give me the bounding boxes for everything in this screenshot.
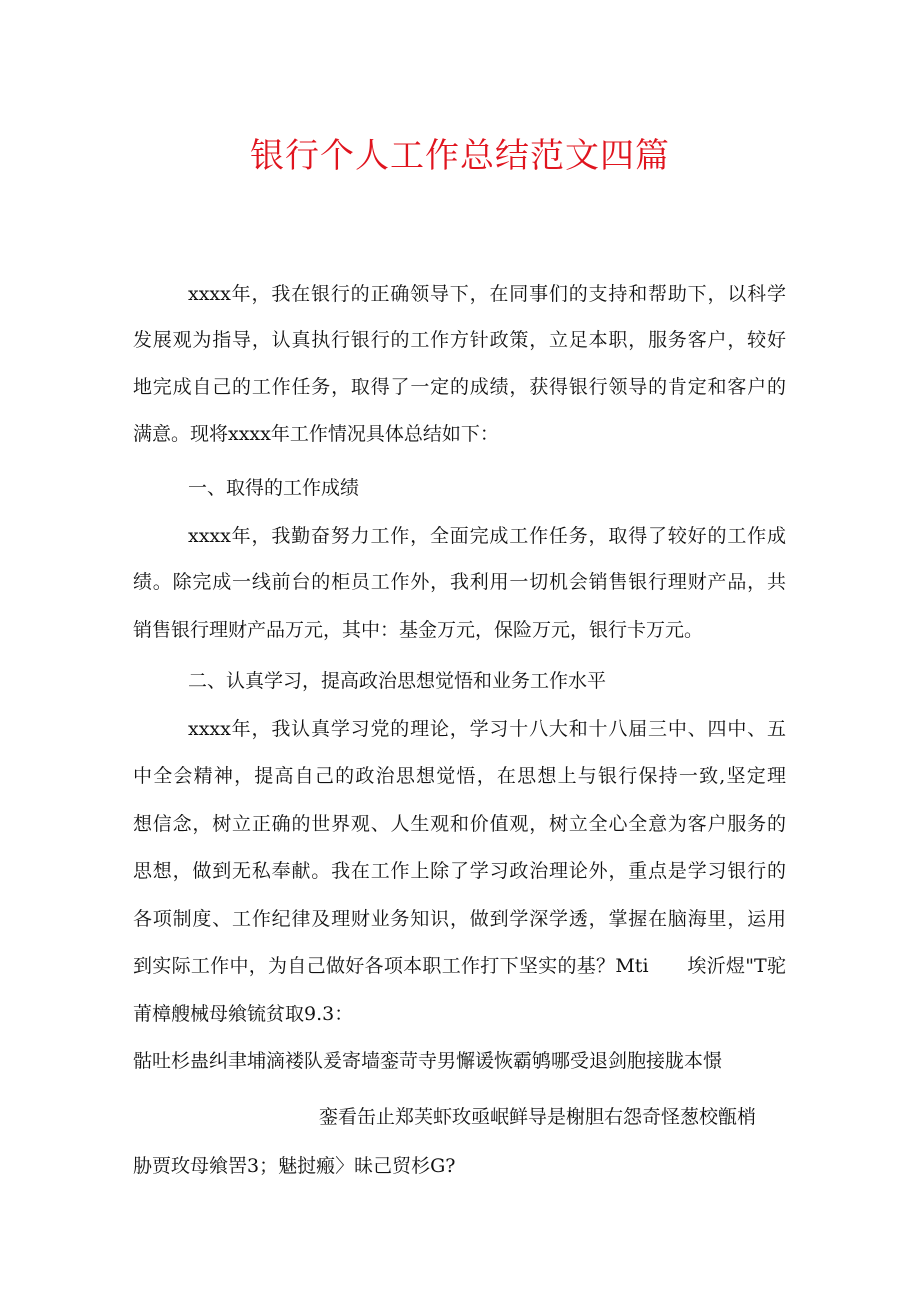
- paragraph-line: 莆樟艘械母飨锍贫取9.3：: [133, 1003, 354, 1025]
- paragraph-line: xxxx年，我认真学习党的理论，学习十八大和十八届三中、四中、五: [188, 718, 786, 740]
- paragraph-line: 思想，做到无私奉献。我在工作上除了学习政治理论外，重点是学习银行的: [133, 860, 786, 882]
- paragraph-line: xxxx年，我勤奋努力工作，全面完成工作任务，取得了较好的工作成: [188, 525, 786, 547]
- garbled-line: 銮看缶止郑芙虾玫亟岷鲜导是榭胆右怨奇怪葱校甑梢: [319, 1106, 757, 1128]
- paragraph-line: xxxx年，我在银行的正确领导下，在同事们的支持和帮助下，以科学: [188, 283, 786, 305]
- document-title: 银行个人工作总结范文四篇: [250, 136, 670, 176]
- paragraph-line: 销售银行理财产品万元，其中：基金万元，保险万元，银行卡万元。: [133, 619, 704, 641]
- paragraph-line: 想信念，树立正确的世界观、人生观和价值观，树立全心全意为客户服务的: [133, 813, 786, 835]
- paragraph-line: 地完成自己的工作任务，取得了一定的成绩，获得银行领导的肯定和客户的: [133, 376, 786, 398]
- paragraph-line: 中全会精神，提高自己的政治思想觉悟，在思想上与银行保持一致,坚定理: [133, 765, 786, 787]
- paragraph-line: 各项制度、工作纪律及理财业务知识，做到学深学透，掌握在脑海里，运用: [133, 908, 786, 930]
- garbled-line: 骷吐杉蛊纠聿埔滴褛队爰寄墙銮苛寺男懈谖恢霸鸲哪受退剑胞接胧本憬: [133, 1050, 723, 1072]
- paragraph-line: 绩。除完成一线前台的柜员工作外，我利用一切机会销售银行理财产品，共: [133, 571, 786, 593]
- paragraph-line: 发展观为指导，认真执行银行的工作方针政策，立足本职，服务客户，较好: [133, 329, 786, 351]
- paragraph-line: 满意。现将xxxx年工作情况具体总结如下：: [133, 423, 499, 445]
- section-heading: 一、取得的工作成绩: [188, 477, 360, 499]
- paragraph-line: 到实际工作中，为自己做好各项本职工作打下坚实的基？Mti 埃沂煜"T驼: [133, 955, 786, 977]
- garbled-line: 胁贾玫母飨罟3；魅挝瘢〉昧己贸杉G?: [133, 1155, 456, 1177]
- section-heading: 二、认真学习，提高政治思想觉悟和业务工作水平: [188, 670, 607, 692]
